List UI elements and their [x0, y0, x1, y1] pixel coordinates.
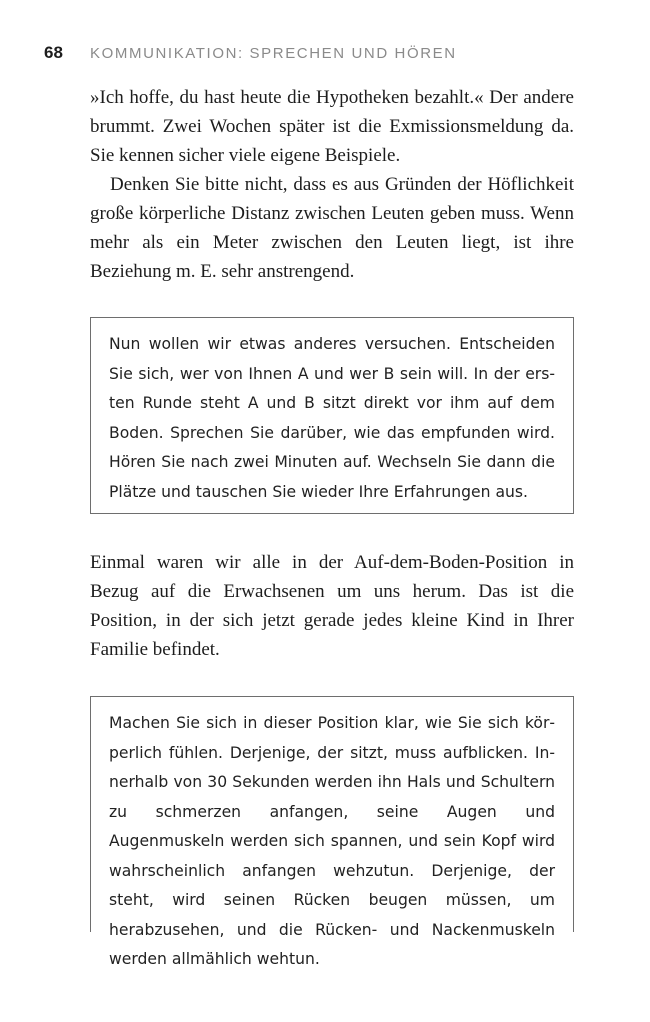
paragraph-2: Denken Sie bitte nicht, dass es aus Gründen der Höflichkeit große körperliche Distanz zwischen Leuten geben muss. Wenn mehr als ein Meter zwischen den Leuten liegt, ist ihre Beziehung m. E. sehr anstrengend. — [90, 174, 574, 282]
paragraph-3: Einmal waren wir alle in der Auf-dem-Boden-Position in Bezug auf die Erwachsenen um uns herum. Das ist die Position, in der sich jetzt gerade jedes kleine Kind in Ihrer Familie befindet. — [90, 552, 574, 660]
exercise-box-1-text: Nun wollen wir etwas anderes versuchen. Entscheiden Sie sich, wer von Ihnen A und wer B sein will. In der ersten Runde steht A und B sitzt direkt vor ihm auf dem Boden. Sprechen Sie darüber, wie das empfunden wird. Hören Sie nach zwei Minuten auf. Wechseln Sie dann die Plätze und tauschen Sie wieder Ihre Erfahrungen aus. — [109, 335, 555, 501]
body-text-middle — [90, 548, 574, 664]
exercise-box-2-text: Machen Sie sich in dieser Position klar, wie Sie sich körperlich fühlen. Derjenige, der sitzt, muss aufblicken. Innerhalb von 30 Sekunden werden ihn Hals und Schultern zu schmerzen anfangen, seine Augen und Augenmuskeln werden sich spannen, und sein Kopf wird wahrscheinlich anfangen wehzutun. Derjenige, der steht, wird seinen Rücken beugen müssen, um herabzusehen, und die Rücken- und Nackenmuskeln werden allmählich wehtun. — [109, 714, 555, 968]
body-text-top — [90, 83, 574, 286]
paragraph-1: »Ich hoffe, du hast heute die Hypotheken bezahlt.« Der andere brummt. Zwei Wochen später ist die Exmissionsmeldung da. Sie kennen sicher viele eigene Beispiele. — [90, 87, 574, 166]
exercise-box-2 — [90, 696, 574, 968]
running-header — [44, 40, 457, 66]
page-number: 68 — [44, 43, 63, 62]
running-head-title: KOMMUNIKATION: SPRECHEN UND HÖREN — [90, 44, 457, 62]
exercise-box-1 — [90, 317, 574, 514]
